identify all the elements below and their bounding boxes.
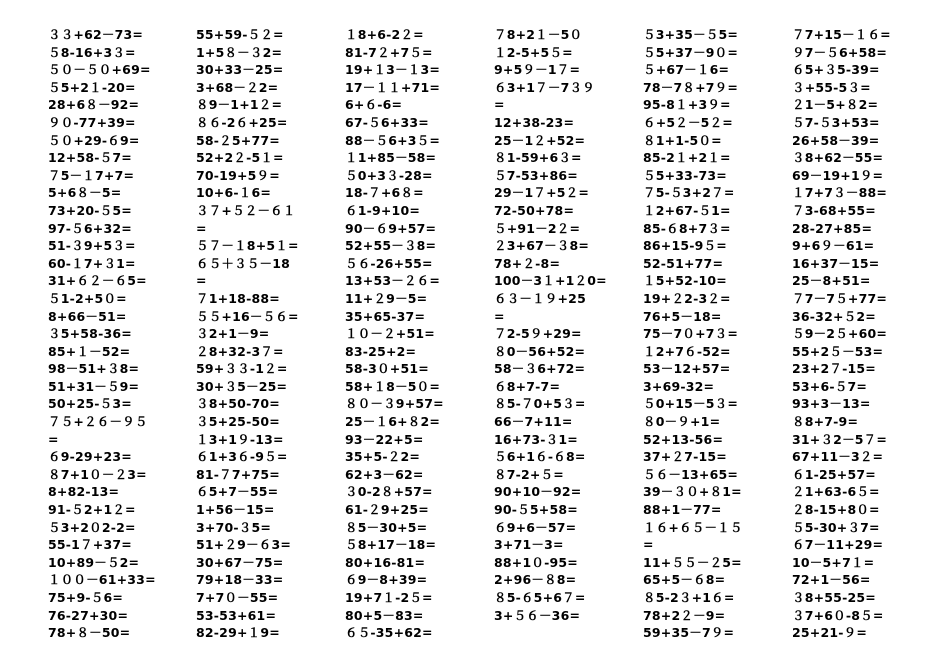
math-problem: 61-２9+25= (345, 502, 429, 518)
math-problem: 76+5－18= (643, 308, 722, 324)
math-problem: 52+13-56= (643, 431, 724, 447)
math-problem: 11+５５－２5= (643, 554, 742, 570)
math-problem: 3+68－２2= (196, 79, 279, 95)
math-problem: 18-７+6８= (345, 185, 424, 201)
math-problem: １1+85－58= (345, 150, 437, 166)
math-problem: 88+1０-95= (494, 554, 578, 570)
math-problem: ３5+58-36= (48, 326, 132, 342)
math-problem: 1+56－15= (196, 502, 275, 518)
math-problem: 25+21-９= (792, 625, 868, 641)
math-problem: ８5-2３+1６= (643, 590, 735, 605)
math-problem: ８7+1０－２3= (48, 466, 147, 482)
math-problem: ６３－１９+25 (494, 290, 586, 306)
math-problem: 55+59-５２= (196, 27, 284, 42)
math-problem: 52+2２-5１= (196, 150, 284, 166)
math-problem: 16+37－15= (792, 255, 880, 271)
math-problem: 70-19+5９= (196, 167, 280, 183)
math-problem: 100－3１+1２0= (494, 273, 607, 289)
math-problem: ５5+33-73= (643, 167, 727, 183)
math-problem: 1+5８－３2= (196, 44, 283, 60)
math-problem: 28+6８－92= (48, 97, 140, 113)
math-problem: 78+２-8= (494, 255, 561, 271)
math-problem: = (196, 273, 207, 289)
math-problem: 30+３5－25= (196, 378, 288, 394)
math-problem: 17－１１+71= (345, 79, 441, 95)
math-problem: 72+1－56= (792, 572, 871, 588)
math-problem: 10－5+7１= (792, 554, 875, 570)
math-problem: ７3-68+55= (792, 202, 876, 218)
math-problem: ５3+2０2-2= (48, 519, 136, 535)
math-problem: 67+11－3２= (792, 449, 884, 465)
math-problem: 90－６9+57= (345, 220, 437, 236)
math-problem: 3+71－3= (494, 537, 564, 553)
math-problem: 78－7８+7９= (643, 79, 739, 95)
math-problem: 29－1７+5２= (494, 185, 590, 201)
math-problem: 55-1７+37= (48, 537, 132, 553)
math-problem: 93+3－13= (792, 396, 871, 412)
problem-column-6 (792, 26, 942, 642)
math-problem: ５０－５０+69= (48, 62, 151, 78)
math-problem: ２1+63-6５= (792, 484, 880, 500)
math-problem: ３３+62－73= (48, 27, 144, 42)
problem-column-2 (196, 26, 346, 642)
math-problem: ２1－5+８2= (792, 97, 879, 113)
math-problem: 65+5－６8= (643, 572, 726, 588)
math-problem: 25－１6+８2= (345, 414, 441, 430)
math-problem: ２3+67－３8= (494, 238, 590, 254)
math-problem: ８０－３9+57= (345, 396, 444, 412)
math-problem: ７2-5９+29= (494, 326, 582, 342)
math-problem: 31+３2－5７= (792, 431, 888, 447)
math-problem: ５+67－１6= (643, 62, 730, 78)
math-problem: 60-１7+３1= (48, 255, 136, 271)
math-problem: ５8+17－18= (345, 537, 437, 553)
math-problem: 30+33－25= (196, 62, 284, 78)
math-problem: ８8+7-9= (792, 414, 859, 430)
math-problem: 78+８－50= (48, 625, 131, 641)
math-problem: 10+6-１6= (196, 185, 272, 201)
math-problem: ５9－2５+60= (792, 326, 888, 342)
math-problem: １2-5+5５= (494, 44, 573, 60)
math-problem: ６3+1７－7３９ (494, 79, 595, 95)
math-problem: ８9－1+1２= (196, 97, 283, 113)
math-problem: ８7-2+５= (494, 466, 564, 482)
math-problem: 6+６-6= (345, 97, 403, 113)
math-problem: 85-６8+7３= (643, 220, 731, 236)
math-problem: ７8+2１－5０ (494, 27, 583, 42)
math-problem: ８5-７0+5３= (494, 396, 586, 412)
math-problem: １3+1９-13= (196, 431, 284, 447)
math-problem: 3+70-３5= (196, 519, 272, 535)
math-problem: ５５+16－５６= (196, 308, 299, 324)
math-problem: ５8-16+3３= (48, 44, 136, 60)
math-problem: ２8+32-3７= (196, 343, 284, 359)
problem-column-3 (345, 26, 495, 642)
math-problem: ５7-５3+53= (792, 114, 880, 130)
math-problem: １2+67-５1= (643, 202, 731, 218)
math-problem: ７5－１7+7= (48, 167, 135, 183)
math-problem: 36-32+５2= (792, 308, 876, 324)
math-problem: ８1+1-5０= (643, 132, 722, 148)
math-problem: 31+６２－６5= (48, 273, 147, 289)
math-problem: 86+15-9５= (643, 238, 727, 254)
math-problem: 39－３０+８1= (643, 484, 742, 500)
math-problem: = (494, 308, 505, 324)
math-problem: 11+２9－5= (345, 290, 428, 306)
math-problem: 35+5-２2= (345, 449, 421, 465)
math-problem: ５3+35－５5= (643, 27, 739, 42)
math-problem: 7+7０－55= (196, 590, 279, 605)
math-problem: = (48, 431, 59, 447)
math-problem: 26+58－39= (792, 132, 880, 148)
math-problem: 19+２2-3２= (643, 290, 731, 306)
math-problem: 81-7２+7５= (345, 44, 433, 60)
math-problem: ３8+50-70= (196, 396, 280, 412)
math-problem: ２8-15+8０= (792, 502, 880, 518)
math-problem: ３8+62－55= (792, 150, 884, 166)
math-problem: ５0+3３-28= (345, 167, 433, 183)
math-problem: １０－２+51= (345, 326, 435, 342)
math-problem: 25－8+51= (792, 273, 871, 289)
math-problem: 30+67－75= (196, 554, 284, 570)
problem-column-5 (643, 26, 793, 642)
math-problem: 9+6９－61= (792, 238, 875, 254)
math-problem: ９7－５6+58= (792, 44, 888, 60)
math-problem: 52-51+77= (643, 255, 724, 271)
math-problem: 85+１－52= (48, 343, 131, 359)
math-problem: 90+10－92= (494, 484, 582, 500)
math-problem: 83-25+2= (345, 343, 417, 359)
math-problem: ８5－30+5= (345, 519, 428, 535)
math-problem: 66－7+11= (494, 414, 573, 430)
math-problem: 53+6-５7= (792, 378, 868, 394)
math-problem: 59+３３-1２= (196, 361, 288, 377)
math-problem: 51+31－５9= (48, 378, 140, 394)
math-problem: 5+6８－5= (48, 185, 122, 201)
math-problem: 58－３6+72= (494, 361, 586, 377)
math-problem: 73+20-５5= (48, 202, 132, 218)
math-problem: ３+55-5３= (792, 79, 871, 95)
problem-column-1 (48, 26, 198, 642)
math-problem: 95-8１+3９= (643, 97, 731, 113)
math-problem: 81-７7+75= (196, 466, 280, 482)
math-problem: ６1+3６-9５= (196, 449, 288, 465)
math-problem: ３0-2８+57= (345, 484, 433, 500)
math-problem: 98－51+３8= (48, 361, 140, 377)
math-problem: 3+69-32= (643, 378, 715, 394)
math-problem: = (196, 220, 207, 236)
math-problem: 88+1－77= (643, 502, 722, 518)
math-problem: ８６-2６+25= (196, 114, 288, 130)
math-problem: ３8+55-25= (792, 590, 876, 605)
math-problem: 76-27+30= (48, 607, 129, 623)
math-problem: １2+7６-52= (643, 343, 731, 359)
math-problem: 8+82-13= (48, 484, 120, 500)
math-problem: ６1-25+57= (792, 466, 876, 482)
math-problem: 67-５6+33= (345, 114, 429, 130)
math-problem: ５5+37－9０= (643, 44, 739, 60)
math-problem: 25－1２+52= (494, 132, 586, 148)
math-problem: ５７－１8+5１= (196, 238, 299, 254)
math-problem: ３７+５２－６１ (196, 202, 296, 218)
math-problem: ５6+1６-６8= (494, 449, 586, 465)
math-problem: ８0－９+1= (643, 414, 721, 430)
math-problem: 58-3０+51= (345, 361, 429, 377)
math-problem: ３7+6０-8５= (792, 607, 884, 623)
math-problem: 51-３9+5３= (48, 238, 136, 254)
math-problem: = (494, 97, 505, 113)
math-problem: ６５-35+62= (345, 625, 433, 641)
math-problem: 19+１3－１3= (345, 62, 441, 78)
math-problem: １8+6-2２= (345, 27, 424, 42)
math-problem: ３5+25-50= (196, 414, 280, 430)
math-problem: 62+3－62= (345, 466, 424, 482)
math-problem: １5+52-10= (643, 273, 727, 289)
math-problem: ９０-77+39= (48, 114, 136, 130)
math-problem: 9+5９－1７= (494, 62, 581, 78)
math-problem: １６+６５－１５ (643, 519, 743, 535)
math-problem: ６9+6－57= (494, 519, 577, 535)
math-problem: ７1+18-88= (196, 290, 280, 306)
math-problem: 90-５5+58= (494, 502, 578, 518)
math-problem: 80+5－83= (345, 607, 424, 623)
math-problem: ６9－8+39= (345, 572, 428, 588)
math-problem: ３2+1－9= (196, 326, 270, 342)
math-problem: 13+53－２６= (345, 273, 441, 289)
math-problem: 82-29+１9= (196, 625, 280, 641)
math-problem: ６5+7－55= (196, 484, 279, 500)
math-problem: 58+１8－5０= (345, 378, 441, 394)
math-problem: ５0+15－5３= (643, 396, 739, 412)
math-problem: ６5+３5-39= (792, 62, 880, 78)
math-problem: ６8+7-7= (494, 378, 561, 394)
math-problem: = (643, 537, 654, 553)
math-problem: 97-５6+32= (48, 220, 132, 236)
math-problem: 35+65-37= (345, 308, 426, 324)
math-problem: 50+25-５3= (48, 396, 132, 412)
math-problem: ８1-59+6３= (494, 150, 582, 166)
math-problem: ８0－56+52= (494, 343, 586, 359)
math-problem: 12+58-５7= (48, 150, 132, 166)
math-problem: ８5-６5+6７= (494, 590, 586, 605)
math-problem: ５０+29-６9= (48, 132, 140, 148)
math-problem: ５６-26+55= (345, 255, 433, 271)
math-problem: 28-27+85= (792, 220, 873, 236)
math-problem: 75－7０+7３= (643, 326, 739, 342)
problem-column-4 (494, 26, 644, 624)
math-problem: １００－61+33= (48, 572, 156, 588)
math-problem: 85-2１+2１= (643, 150, 731, 166)
math-problem: 80+16-81= (345, 554, 426, 570)
math-problem: 93－22+5= (345, 431, 424, 447)
math-problem: 59+35－7９= (643, 625, 735, 641)
math-problem: ５5-30+３7= (792, 519, 880, 535)
math-problem: 91-５2+1２= (48, 502, 136, 518)
math-problem: ５６－13+65= (643, 466, 739, 482)
math-problem: ５5+2１-20= (48, 79, 136, 95)
math-problem: 37+２7-15= (643, 449, 727, 465)
math-problem: ５1-2+5０= (48, 290, 127, 306)
math-problem: 55+2５－53= (792, 343, 884, 359)
math-problem: ７7+15－１６= (792, 27, 891, 42)
math-problem: ５+91－2２= (494, 220, 581, 236)
math-problem: 88－５6+3５= (345, 132, 441, 148)
math-problem: ６9-29+23= (48, 449, 132, 465)
math-problem: ７5-５3+2７= (643, 185, 735, 201)
math-problem: ６+5２－5２= (643, 114, 733, 130)
math-problem: ６1-9+10= (345, 202, 421, 218)
math-problem: １7+7３－88= (792, 185, 888, 201)
math-problem: 69－19+1９= (792, 167, 884, 183)
math-problem: 72-50+78= (494, 202, 575, 218)
math-problem: 2+96－８8= (494, 572, 577, 588)
math-problem: 53－12+57= (643, 361, 731, 377)
math-problem: 78+2２－9= (643, 607, 726, 623)
math-problem: 79+18－33= (196, 572, 284, 588)
math-problem: 58-２5+77= (196, 132, 280, 148)
math-problem: 12+38-23= (494, 114, 575, 130)
math-problem: ７7－7５+77= (792, 290, 888, 306)
math-problem: 23+2７-15= (792, 361, 876, 377)
math-problem: 53-53+61= (196, 607, 277, 623)
math-problem: 3+５６－36= (494, 607, 581, 623)
math-problem: ６５＋３５－18 (196, 255, 290, 271)
math-problem: ７５+２６－９５ (48, 414, 148, 430)
math-problem: 75+9-５6= (48, 590, 124, 605)
math-problem: ５7-53+86= (494, 167, 578, 183)
math-problem: 10+89－５2= (48, 554, 140, 570)
math-problem: 19+7１-2５= (345, 590, 433, 605)
math-problem: ６7－11+29= (792, 537, 884, 553)
math-problem: 16+73-３1= (494, 431, 578, 447)
math-problem: 8+66－51= (48, 308, 127, 324)
math-problem: 52+55－３8= (345, 238, 437, 254)
math-problem: 51+２9－６3= (196, 537, 292, 553)
